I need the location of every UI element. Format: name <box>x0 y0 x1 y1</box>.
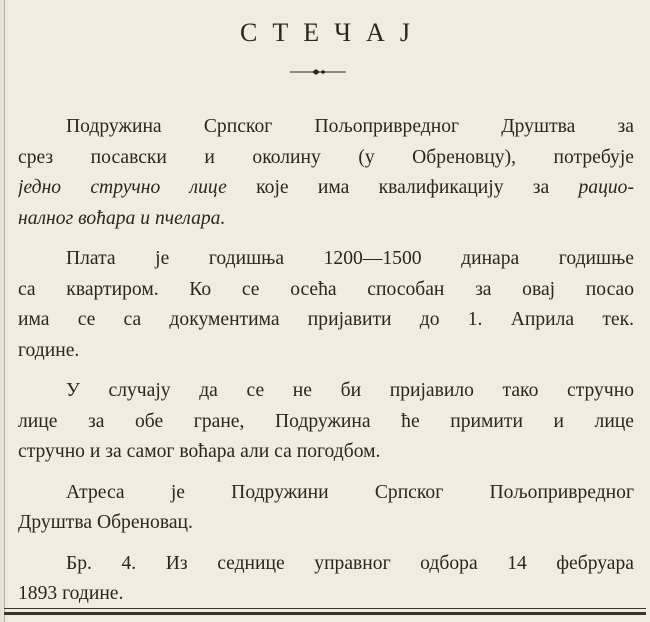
text-line <box>18 112 634 143</box>
paragraph <box>18 549 634 610</box>
paragraph <box>18 376 634 468</box>
text-line <box>18 376 634 407</box>
text-line <box>18 143 634 174</box>
text-line <box>18 275 634 306</box>
italic-text: налног воћара и пчелара. <box>18 207 226 229</box>
text-line <box>18 508 634 539</box>
text-segment: 1893 године. <box>18 583 124 604</box>
text-line <box>18 204 634 235</box>
text-line <box>18 173 634 204</box>
text-line <box>18 437 634 468</box>
page-title: СТЕЧАЈ <box>240 18 425 47</box>
italic-text: рацио- <box>578 177 634 198</box>
text-segment: Атреса је Подружини Српског Пољопривредног <box>66 481 634 503</box>
text-line <box>18 478 634 509</box>
text-segment: које има квалификацију за <box>226 177 579 198</box>
text-segment: Бр. 4. Из седнице управног одбора 14 фебруара <box>66 552 634 574</box>
left-margin-rule <box>4 0 5 622</box>
text-line <box>18 579 634 610</box>
paragraph <box>18 244 634 366</box>
text-line <box>18 549 634 580</box>
paragraph <box>18 478 634 539</box>
text-segment: стручно и за самог воћара али са погодбом. <box>18 441 381 462</box>
text-line <box>18 407 634 438</box>
text-line <box>18 336 634 367</box>
text-segment: У случају да се не би пријавило тако стручно <box>66 380 634 401</box>
text-segment: има се са документима пријавити до 1. Априла тек. <box>18 309 634 330</box>
text-segment: са квартиром. Ко се осећа способан за овај посао <box>18 278 634 300</box>
bottom-rule-thick <box>4 612 646 615</box>
text-line <box>18 244 634 275</box>
bottom-rule-thin <box>4 608 646 609</box>
text-segment: Друштва Обреновац. <box>18 512 193 533</box>
paragraph <box>18 112 634 234</box>
text-segment: Подружина Српског Пољопривредног Друштва за <box>66 116 634 137</box>
text-segment: лице за обе гране, Подружина ће примити и лице <box>18 410 634 432</box>
italic-text: једно стручно лице <box>18 177 227 198</box>
text-segment: срез посавски и околину (у Обреновцу), потребује <box>18 146 634 168</box>
text-segment: Плата је годишња 1200—1500 динара годишње <box>66 248 634 269</box>
title-ornament <box>290 66 346 78</box>
text-line <box>18 305 634 336</box>
text-segment: године. <box>18 339 80 361</box>
article-body <box>18 112 634 620</box>
